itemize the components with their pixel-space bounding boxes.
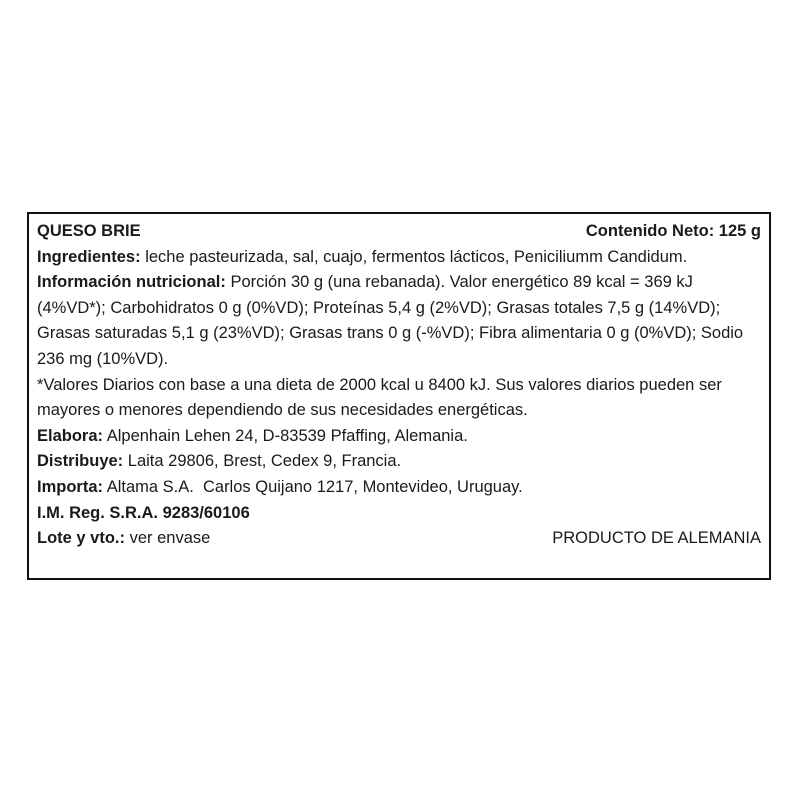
net-content	[586, 219, 761, 245]
origin: PRODUCTO DE ALEMANIA	[552, 529, 761, 548]
nutrition-label: Información nutricional:	[37, 273, 226, 292]
nutrition-info	[37, 270, 761, 372]
lot-text: ver envase	[129, 529, 211, 548]
lot-label: Lote y vto.:	[37, 529, 126, 548]
producer-label: Elabora:	[37, 426, 104, 445]
ingredients	[37, 245, 761, 271]
distributor-text: Laita 29806, Brest, Cedex 9, Francia.	[127, 452, 402, 471]
registry-line	[37, 501, 761, 527]
net-content-value: 125 g	[718, 222, 761, 240]
importer	[37, 475, 761, 501]
registry: I.M. Reg. S.R.A. 9283/60106	[37, 503, 250, 522]
distributor-label: Distribuye:	[37, 452, 124, 471]
lot-info	[37, 526, 210, 552]
product-label	[27, 212, 771, 580]
daily-values-note: *Valores Diarios con base a una dieta de 2000 kcal u 8400 kJ. Sus valores diarios pueden ser mayores o menores dependiendo de sus necesidades energéticas.	[37, 375, 722, 420]
producer	[37, 424, 761, 450]
distributor	[37, 449, 761, 475]
product-name: QUESO BRIE	[37, 222, 141, 240]
ingredients-label: Ingredientes:	[37, 247, 141, 266]
footer-row	[37, 526, 761, 552]
nutrition-text: Porción 30 g (una rebanada). Valor energético 89 kcal = 369 kJ (4%VD*); Carbohidratos 0 g (0%VD); Proteínas 5,4 g (2%VD); Grasas totales 7,5 g (14%VD); Grasas saturadas 5,1 g (23%VD); Grasas trans 0 g (-%VD); Fibra alimentaria 0 g (0%VD); Sodio 236 mg (10%VD).	[37, 273, 744, 368]
importer-label: Importa:	[37, 477, 103, 496]
ingredients-text: leche pasteurizada, sal, cuajo, fermentos lácticos, Peniciliumm Candidum.	[145, 247, 688, 266]
net-content-label: Contenido Neto:	[585, 222, 715, 240]
header-row	[37, 219, 761, 245]
importer-text: Altama S.A. Carlos Quijano 1217, Montevideo, Uruguay.	[106, 477, 523, 496]
producer-text: Alpenhain Lehen 24, D-83539 Pfaffing, Alemania.	[106, 426, 468, 445]
